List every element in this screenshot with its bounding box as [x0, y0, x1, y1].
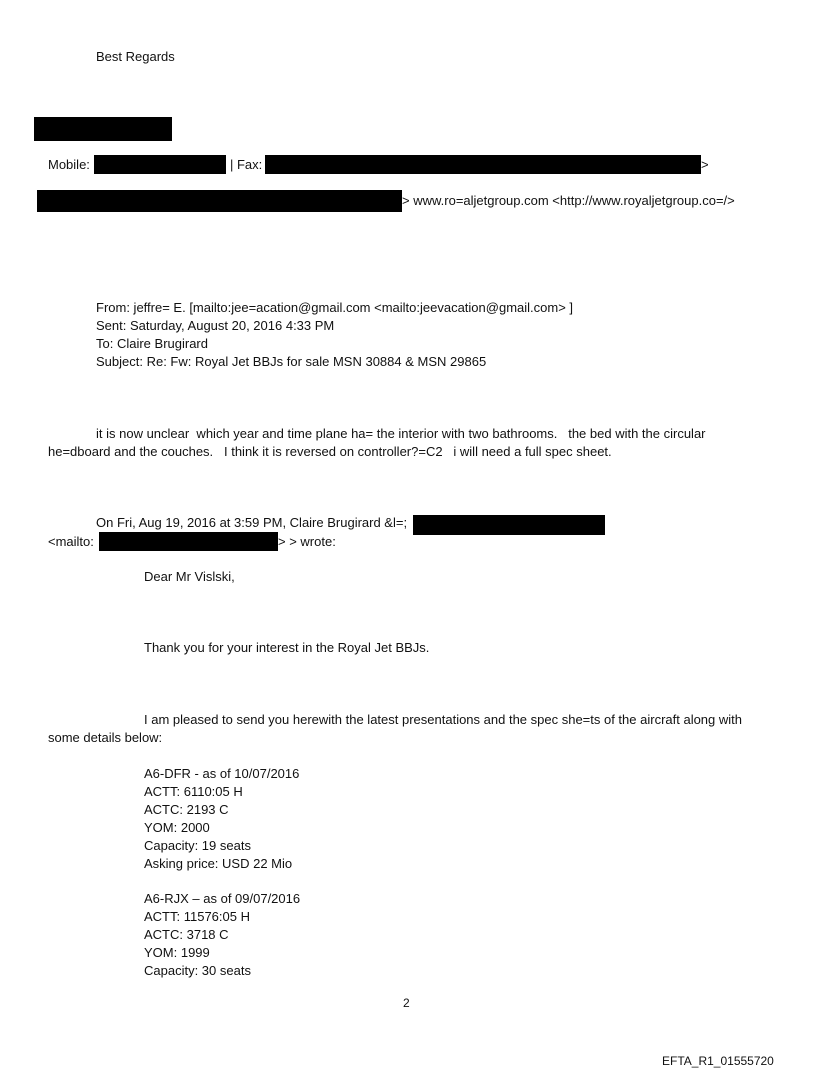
aircraft-1-yom: YOM: 2000 — [144, 820, 210, 835]
redaction-mobile — [94, 155, 226, 174]
intro-line-2: some details below: — [48, 730, 163, 745]
subject-line: Subject: Re: Fw: Royal Jet BBJs for sale MSN 30884 & MSN 29865 — [96, 354, 487, 369]
mobile-label: Mobile: — [48, 157, 90, 172]
fax-label: | Fax: — [230, 157, 263, 172]
quoted-mailto-prefix: <mailto: — [48, 534, 94, 549]
aircraft-1-price: Asking price: USD 22 Mio — [144, 856, 293, 871]
document-id: EFTA_R1_01555720 — [662, 1054, 774, 1068]
redaction-sender-email — [413, 515, 605, 535]
thanks-line: Thank you for your interest in the Royal Jet BBJs. — [144, 640, 430, 655]
aircraft-2-actt: ACTT: 11576:05 H — [144, 909, 250, 924]
aircraft-2-yom: YOM: 1999 — [144, 945, 210, 960]
aircraft-2-capacity: Capacity: 30 seats — [144, 963, 251, 978]
redaction-fax — [265, 155, 701, 174]
aircraft-2-actc: ACTC: 3718 C — [144, 927, 229, 942]
redaction-mailto — [99, 532, 278, 551]
reply-body-line-2: he=dboard and the couches. I think it is reversed on controller?=C2 i will need a full spec sheet. — [48, 444, 612, 459]
closing-text: Best Regards — [96, 49, 175, 64]
website-line: > www.ro=aljetgroup.com <http://www.royaljetgroup.co=/> — [402, 193, 735, 208]
aircraft-1-reg: A6-DFR - as of 10/07/2016 — [144, 766, 300, 781]
redaction-address — [37, 190, 402, 212]
fax-tail: > — [701, 157, 709, 172]
redaction-name — [34, 117, 172, 141]
to-line: To: Claire Brugirard — [96, 336, 208, 351]
sent-line: Sent: Saturday, August 20, 2016 4:33 PM — [96, 318, 335, 333]
quoted-header-line-1: On Fri, Aug 19, 2016 at 3:59 PM, Claire Brugirard &l=; — [96, 515, 408, 530]
intro-line-1: I am pleased to send you herewith the latest presentations and the spec she=ts of the aircraft along with — [144, 712, 742, 727]
aircraft-1-actc: ACTC: 2193 C — [144, 802, 229, 817]
aircraft-1-actt: ACTT: 6110:05 H — [144, 784, 243, 799]
from-line: From: jeffre= E. [mailto:jee=acation@gmail.com <mailto:jeevacation@gmail.com> ] — [96, 300, 574, 315]
reply-body-line-1: it is now unclear which year and time plane ha= the interior with two bathrooms. the bed with the circular — [96, 426, 706, 441]
aircraft-1-capacity: Capacity: 19 seats — [144, 838, 251, 853]
quoted-header-line-2-tail: > > wrote: — [278, 534, 336, 549]
greeting: Dear Mr Vislski, — [144, 569, 235, 584]
page-number: 2 — [403, 996, 410, 1010]
aircraft-2-reg: A6-RJX – as of 09/07/2016 — [144, 891, 301, 906]
